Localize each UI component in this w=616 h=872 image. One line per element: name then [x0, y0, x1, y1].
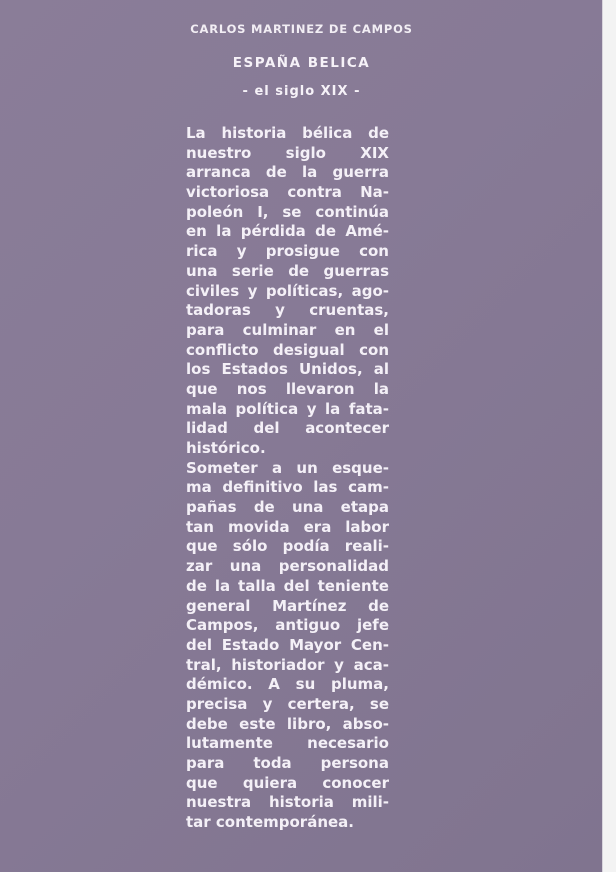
text-line: arranca de la guerra — [186, 163, 389, 182]
text-line: del Estado Mayor Cen- — [186, 635, 389, 654]
text-line: conflicto desigual con — [186, 340, 389, 359]
text-line: histórico. — [186, 439, 266, 457]
text-line: que quiera conocer — [186, 773, 389, 792]
text-line: tadoras y cruentas, — [186, 301, 389, 320]
text-line: tral, historiador y aca- — [186, 655, 389, 674]
text-line: para culminar en el — [186, 320, 389, 339]
text-line: tan movida era labor — [186, 517, 389, 536]
text-line: que sólo podía reali- — [186, 537, 389, 556]
text-line: lidad del acontecer — [186, 419, 389, 438]
text-line: poleón I, se continúa — [186, 202, 389, 221]
text-line: zar una personalidad — [186, 557, 389, 576]
text-line: démico. A su pluma, — [186, 675, 389, 694]
text-line: una serie de guerras — [186, 261, 389, 280]
text-line: debe este libro, abso- — [186, 714, 389, 733]
text-line: nuestra historia mili- — [186, 793, 389, 812]
text-line: rica y prosigue con — [186, 242, 389, 261]
text-line: de la talla del teniente — [186, 576, 389, 595]
page-edge — [602, 0, 616, 872]
text-line: para toda persona — [186, 754, 389, 772]
text-line: mala política y la fata- — [186, 399, 389, 418]
text-line: Campos, antiguo jefe — [186, 616, 389, 635]
book-subtitle: - el siglo XIX - — [242, 84, 361, 99]
text-line: nuestro siglo XIX — [186, 143, 389, 162]
synopsis-paragraph — [186, 124, 389, 459]
text-line: precisa y certera, se — [186, 694, 389, 713]
text-line: ma definitivo las cam- — [186, 478, 389, 497]
text-line: los Estados Unidos, al — [186, 360, 389, 379]
text-line: civiles y políticas, ago- — [186, 281, 389, 300]
text-line: que nos llevaron la — [186, 379, 389, 398]
text-line: lutamente necesario — [186, 734, 389, 753]
text-line: tar contemporánea. — [186, 813, 354, 832]
text-line: general Martínez de — [186, 596, 389, 615]
text-line: La historia bélica de — [186, 124, 389, 142]
text-line: Someter a un esque- — [186, 458, 389, 477]
text-line: victoriosa contra Na- — [186, 183, 389, 202]
book-title: ESPAÑA BELICA — [232, 55, 371, 71]
text-line: en la pérdida de Amé- — [186, 222, 389, 241]
author-name: CARLOS MARTINEZ DE CAMPOS — [190, 22, 413, 36]
text-line: pañas de una etapa — [186, 498, 389, 517]
synopsis-paragraph — [186, 459, 389, 833]
synopsis-text — [186, 124, 389, 833]
